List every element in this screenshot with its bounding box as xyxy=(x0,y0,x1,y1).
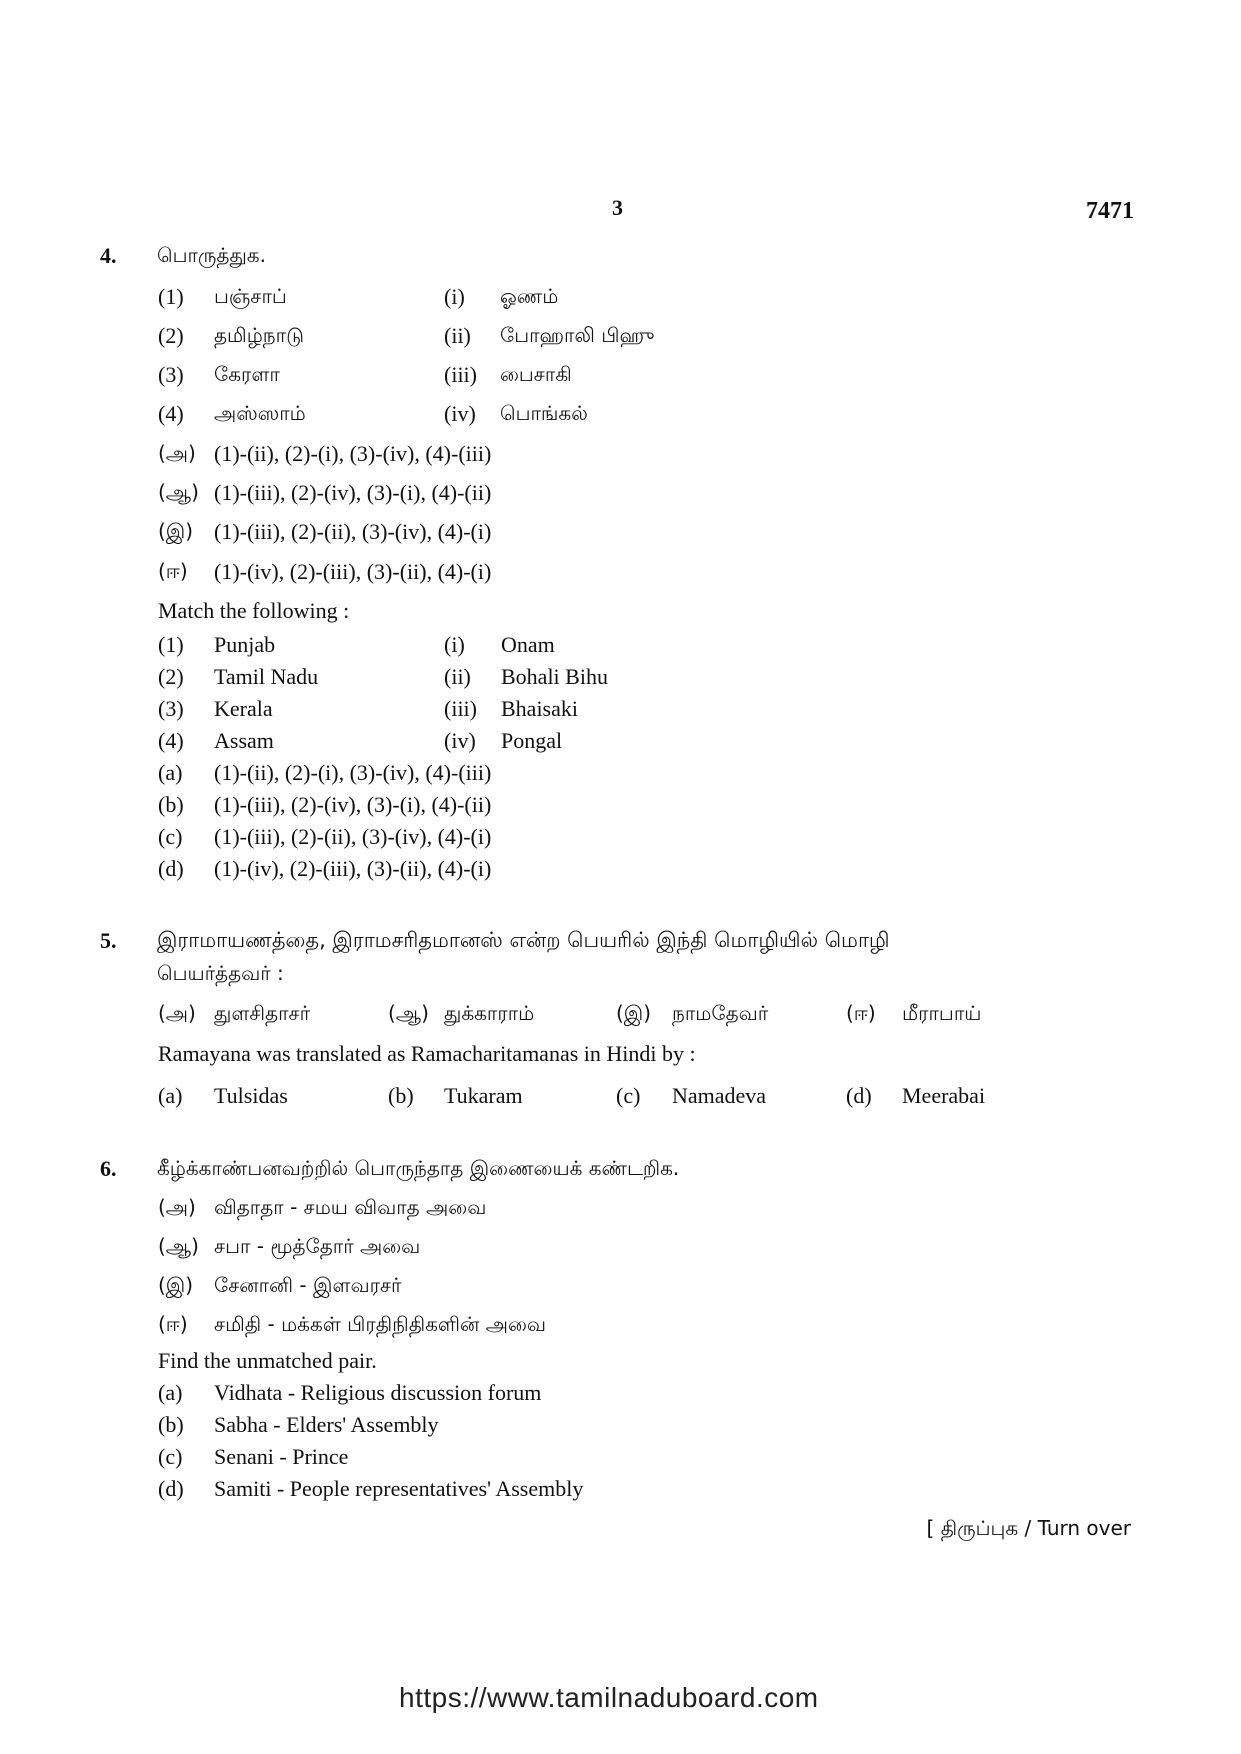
q4-en-item-left: Assam xyxy=(214,728,274,753)
q5-ta-option-label: (ஈ) xyxy=(846,1001,876,1025)
q4-en-item-left: Kerala xyxy=(214,696,273,721)
q6-prompt-ta: கீழ்க்காண்பனவற்றில் பொருந்தாத இணையைக் கண்டறிக. xyxy=(157,1156,680,1180)
q5-en-option-text: Tukaram xyxy=(444,1083,523,1108)
q4-en-item-label: (1) xyxy=(158,632,184,657)
watermark-url[interactable]: https://www.tamilnaduboard.com xyxy=(399,1682,819,1713)
q6-ta-option-text: விதாதா - சமய விவாத அவை xyxy=(214,1195,487,1219)
q4-ta-item-label: (3) xyxy=(158,362,184,387)
q4-ta-option-text: (1)-(iii), (2)-(ii), (3)-(iv), (4)-(i) xyxy=(214,519,492,544)
q5-ta-option-text: மீராபாய் xyxy=(902,1001,982,1025)
q4-en-item-right: Onam xyxy=(501,632,555,657)
q6-ta-option-label: (இ) xyxy=(158,1273,194,1297)
q6-en-option-label: (b) xyxy=(158,1412,184,1437)
q4-ta-option-text: (1)-(iv), (2)-(iii), (3)-(ii), (4)-(i) xyxy=(214,559,492,584)
q5-en-option-text: Tulsidas xyxy=(214,1083,288,1108)
q4-ta-option-label: (இ) xyxy=(158,519,194,543)
q5-ta-option-text: துளசிதாசர் xyxy=(214,1001,311,1025)
q4-en-option-label: (c) xyxy=(158,824,183,849)
q4-ta-item-right: பொங்கல் xyxy=(500,401,588,425)
q6-ta-option-label: (ஆ) xyxy=(158,1234,199,1258)
q4-prompt-en: Match the following : xyxy=(158,598,350,623)
q6-ta-option-label: (அ) xyxy=(158,1195,196,1219)
page-number: 3 xyxy=(612,195,623,220)
q4-en-option-text: (1)-(iii), (2)-(ii), (3)-(iv), (4)-(i) xyxy=(214,824,492,849)
q6-ta-option-label: (ஈ) xyxy=(158,1312,188,1336)
q4-ta-item-label: (2) xyxy=(158,323,184,348)
q4-en-option-label: (d) xyxy=(158,856,184,881)
q4-en-item-roman: (ii) xyxy=(444,664,471,689)
q4-ta-option-label: (ஆ) xyxy=(158,480,199,504)
q5-en-option-label: (a) xyxy=(158,1083,183,1108)
q5-en-option-text: Meerabai xyxy=(902,1083,986,1108)
q4-en-item-roman: (i) xyxy=(444,632,465,657)
q5-prompt-ta-line1: இராமாயணத்தை, இராமசரிதமானஸ் என்ற பெயரில் இந்தி மொழியில் மொழி xyxy=(157,928,890,952)
q4-en-item-roman: (iv) xyxy=(444,728,476,753)
q4-en-item-label: (4) xyxy=(158,728,184,753)
q5-prompt-ta-line2: பெயர்த்தவர் : xyxy=(157,961,284,985)
q4-en-item-right: Pongal xyxy=(501,728,563,753)
q4-en-item-label: (2) xyxy=(158,664,184,689)
q4-prompt-ta: பொருத்துக. xyxy=(157,243,266,267)
q6-en-option-text: Samiti - People representatives' Assembly xyxy=(214,1476,584,1501)
q5-ta-option-text: துக்காராம் xyxy=(444,1001,535,1025)
q6-number: 6. xyxy=(100,1156,117,1181)
q4-ta-item-roman: (i) xyxy=(444,284,465,309)
q4-ta-item-right: போஹாலி பிஹு xyxy=(500,323,655,347)
q4-ta-item-roman: (iii) xyxy=(444,362,477,387)
q4-ta-item-left: கேரளா xyxy=(214,362,280,386)
q6-en-option-text: Senani - Prince xyxy=(214,1444,349,1469)
q4-ta-item-roman: (ii) xyxy=(444,323,471,348)
q6-en-option-text: Sabha - Elders' Assembly xyxy=(214,1412,439,1437)
q4-en-option-text: (1)-(iii), (2)-(iv), (3)-(i), (4)-(ii) xyxy=(214,792,492,817)
q6-en-option-label: (a) xyxy=(158,1380,183,1405)
q6-ta-option-text: சபா - மூத்தோர் அவை xyxy=(214,1234,421,1258)
q4-en-option-text: (1)-(ii), (2)-(i), (3)-(iv), (4)-(iii) xyxy=(214,760,492,785)
q6-en-option-label: (d) xyxy=(158,1476,184,1501)
q4-ta-item-label: (1) xyxy=(158,284,184,309)
q4-en-option-label: (b) xyxy=(158,792,184,817)
q6-en-option-label: (c) xyxy=(158,1444,183,1469)
q4-ta-option-label: (அ) xyxy=(158,441,196,465)
q4-en-item-label: (3) xyxy=(158,696,184,721)
q5-en-option-label: (c) xyxy=(616,1083,641,1108)
q4-en-item-left: Tamil Nadu xyxy=(214,664,319,689)
q4-en-item-left: Punjab xyxy=(214,632,276,657)
q4-ta-option-text: (1)-(ii), (2)-(i), (3)-(iv), (4)-(iii) xyxy=(214,441,492,466)
q5-en-option-label: (b) xyxy=(388,1083,414,1108)
q6-ta-option-text: சேனானி - இளவரசர் xyxy=(214,1273,402,1297)
q4-ta-item-left: தமிழ்நாடு xyxy=(214,323,304,347)
paper-code: 7471 xyxy=(1086,198,1134,224)
q4-ta-option-label: (ஈ) xyxy=(158,559,188,583)
q4-ta-item-left: பஞ்சாப் xyxy=(214,284,287,308)
q4-number: 4. xyxy=(100,243,117,268)
turn-over-note: [ திருப்புக / Turn over xyxy=(926,1516,1131,1540)
q5-en-option-text: Namadeva xyxy=(672,1083,767,1108)
q4-ta-option-text: (1)-(iii), (2)-(iv), (3)-(i), (4)-(ii) xyxy=(214,480,492,505)
q5-number: 5. xyxy=(100,928,117,953)
q6-ta-option-text: சமிதி - மக்கள் பிரதிநிதிகளின் அவை xyxy=(214,1312,547,1336)
q5-ta-option-label: (இ) xyxy=(616,1001,652,1025)
q4-en-item-right: Bhaisaki xyxy=(501,696,578,721)
q4-ta-item-right: ஓணம் xyxy=(500,284,559,308)
q4-ta-item-roman: (iv) xyxy=(444,401,476,426)
q4-ta-item-right: பைசாகி xyxy=(500,362,572,386)
q4-en-option-label: (a) xyxy=(158,760,183,785)
q4-ta-item-label: (4) xyxy=(158,401,184,426)
q4-ta-item-left: அஸ்ஸாம் xyxy=(214,401,306,425)
q6-prompt-en: Find the unmatched pair. xyxy=(158,1348,377,1373)
q5-ta-option-label: (அ) xyxy=(158,1001,196,1025)
q6-en-option-text: Vidhata - Religious discussion forum xyxy=(214,1380,542,1405)
q5-ta-option-label: (ஆ) xyxy=(388,1001,429,1025)
q4-en-item-roman: (iii) xyxy=(444,696,477,721)
q5-en-option-label: (d) xyxy=(846,1083,872,1108)
q4-en-option-text: (1)-(iv), (2)-(iii), (3)-(ii), (4)-(i) xyxy=(214,856,492,881)
q5-prompt-en: Ramayana was translated as Ramacharitamanas in Hindi by : xyxy=(158,1041,696,1066)
q4-en-item-right: Bohali Bihu xyxy=(501,664,608,689)
q5-ta-option-text: நாமதேவர் xyxy=(672,1001,769,1025)
